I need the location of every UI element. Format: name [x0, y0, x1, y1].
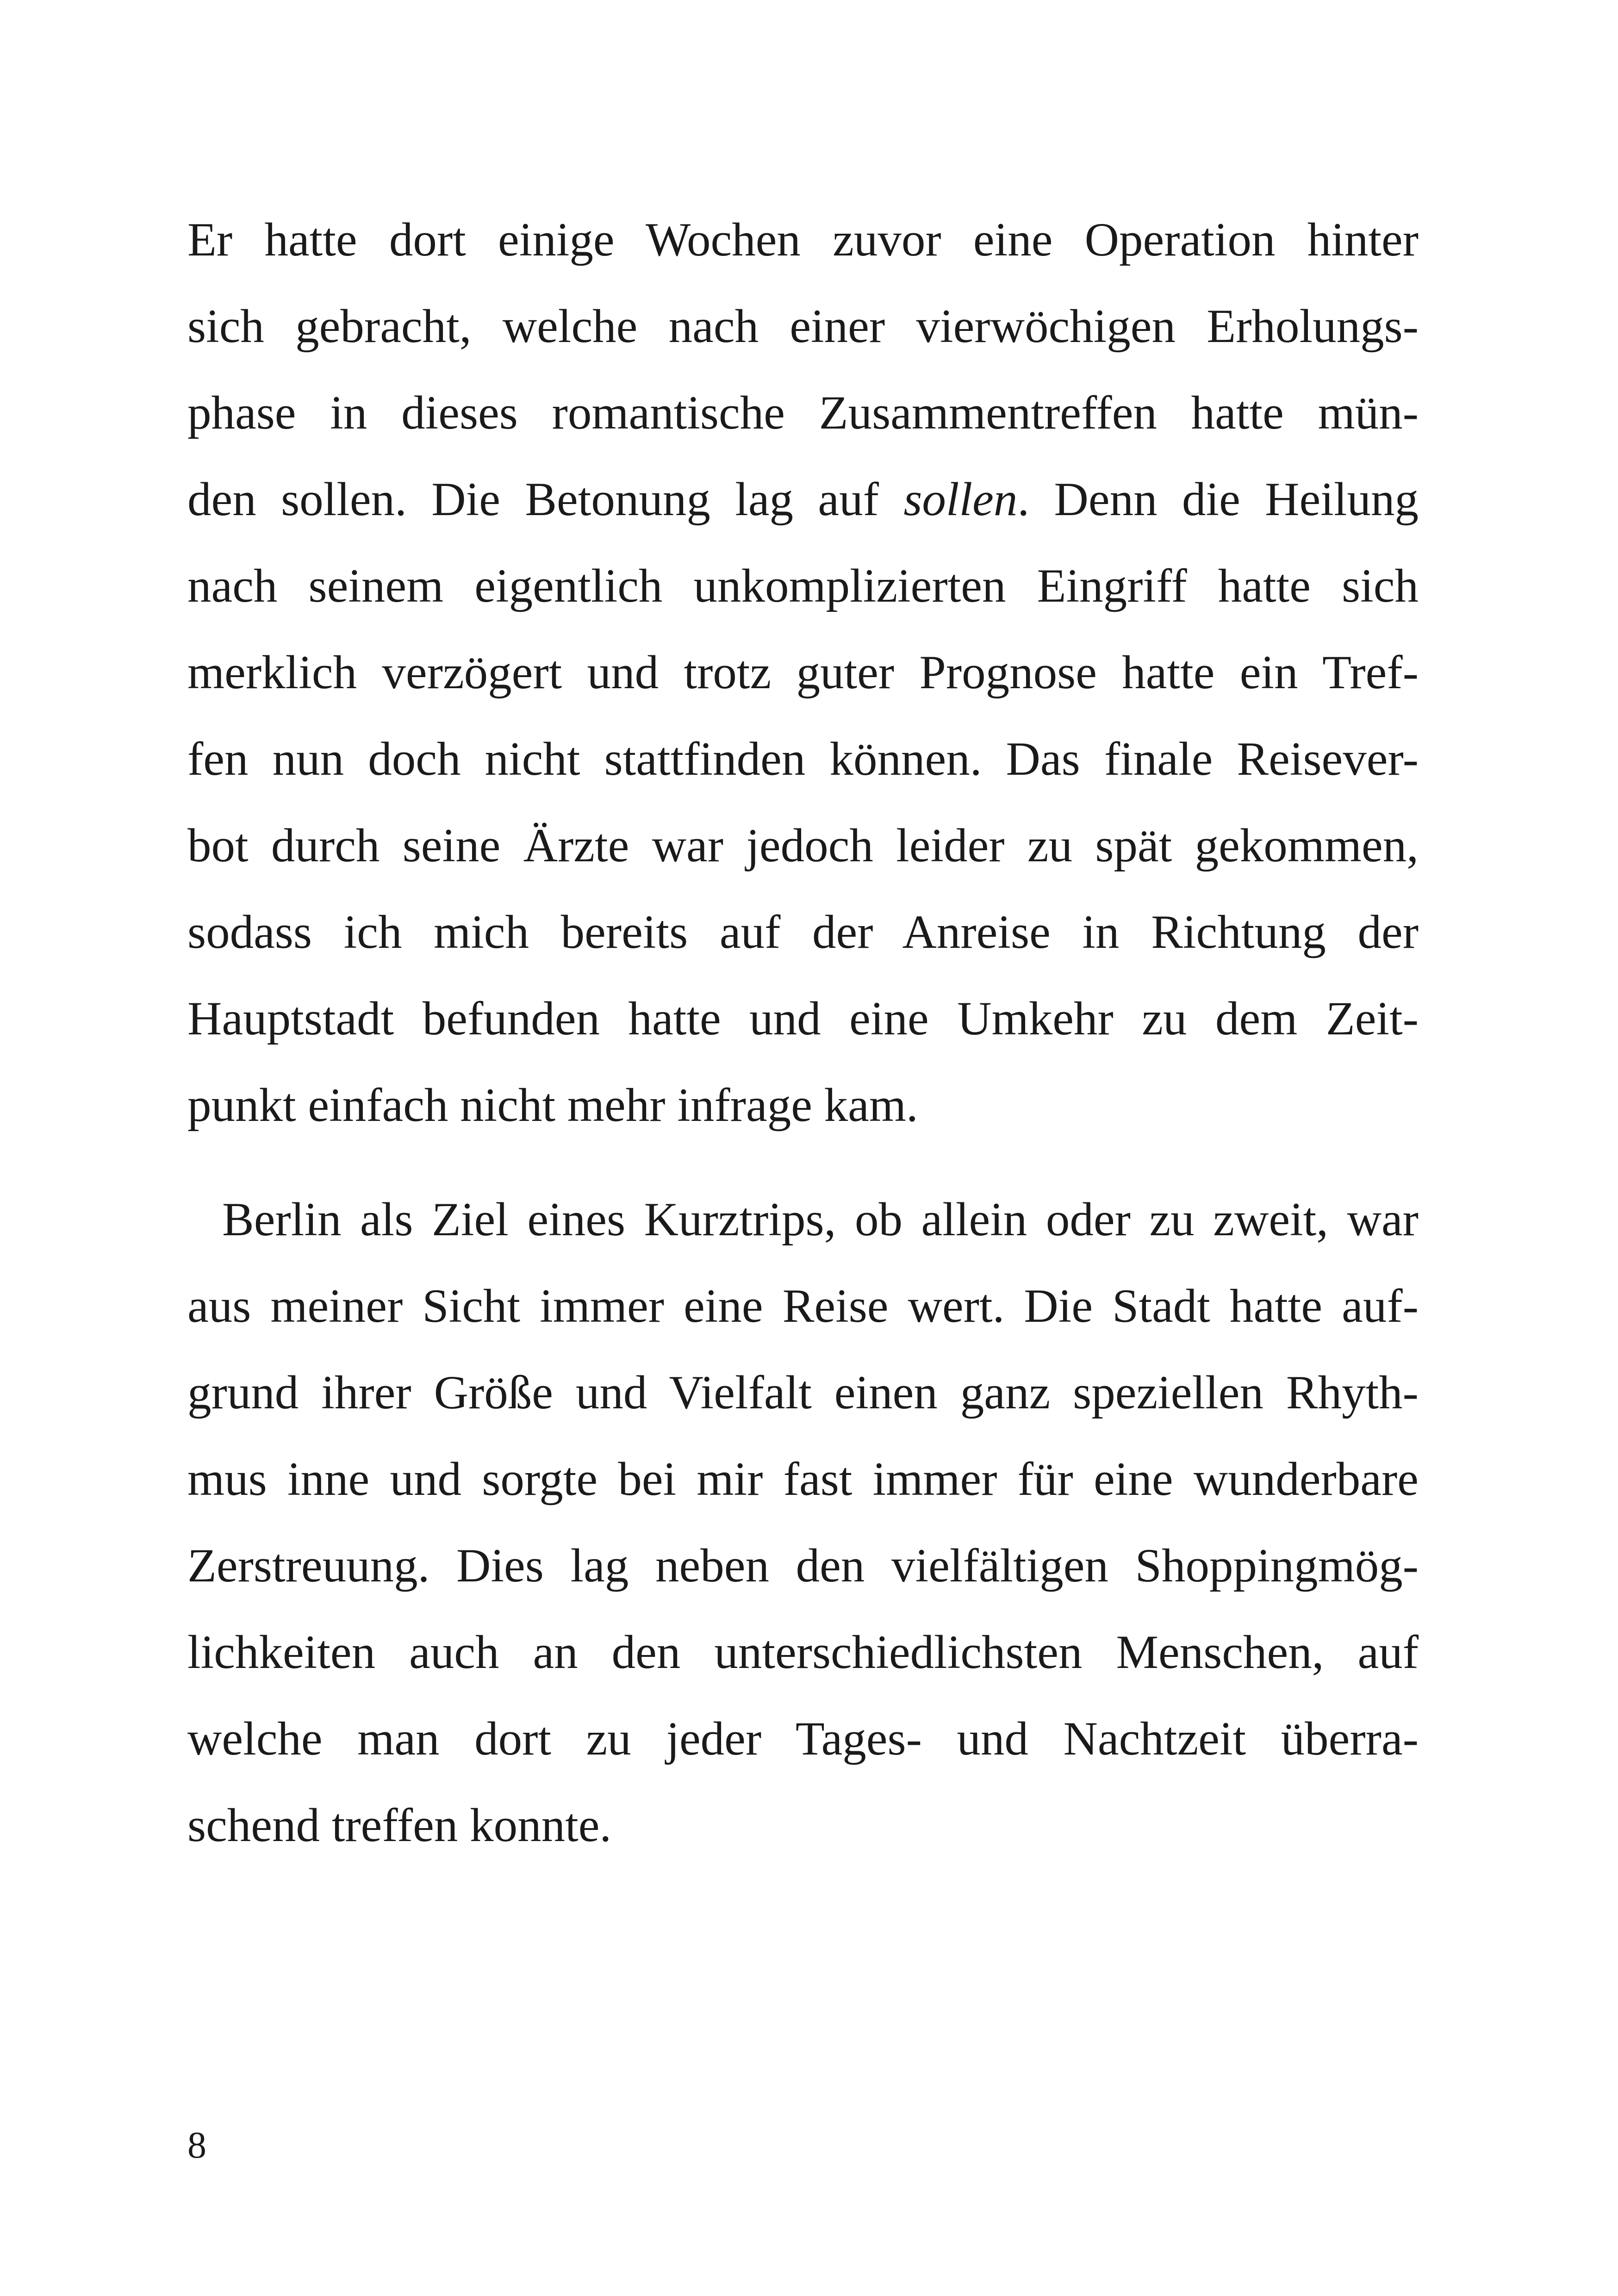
line-text-with-emphasis — [187, 456, 1419, 543]
text-line — [187, 889, 1419, 976]
line-text: Hauptstadt befunden hatte und eine Umkehr zu dem Zeit- — [187, 992, 1419, 1045]
text-line — [187, 1523, 1419, 1609]
text-line — [187, 1350, 1419, 1436]
text-line — [187, 803, 1419, 889]
text-line — [187, 1436, 1419, 1523]
line-text: punkt einfach nicht mehr infrage kam. — [187, 1079, 918, 1132]
line-text: schend treffen konnte. — [187, 1799, 612, 1852]
line-text-part: . Denn die Heilung — [1017, 473, 1419, 526]
line-text: fen nun doch nicht stattfinden können. Das finale Reisever- — [187, 733, 1419, 785]
line-text-part: den sollen. Die Betonung lag auf — [187, 473, 904, 526]
paragraph-2 — [187, 1176, 1419, 1869]
emphasized-word: sollen — [903, 473, 1018, 526]
paragraph-1 — [187, 197, 1419, 1149]
line-text: lichkeiten auch an den unterschiedlichsten Menschen, auf — [187, 1626, 1419, 1679]
text-line — [187, 1263, 1419, 1350]
line-text: welche man dort zu jeder Tages- und Nachtzeit überra- — [187, 1712, 1419, 1765]
text-line — [187, 283, 1419, 370]
line-text: bot durch seine Ärzte war jedoch leider zu spät gekommen, — [187, 819, 1419, 872]
text-line — [187, 456, 1419, 543]
text-line — [187, 1062, 1419, 1149]
line-text: merklich verzögert und trotz guter Prognose hatte ein Tref- — [187, 646, 1419, 699]
text-line — [187, 1782, 1419, 1869]
text-line — [187, 1176, 1419, 1263]
text-line — [187, 629, 1419, 716]
text-line — [187, 1609, 1419, 1696]
page-number: 8 — [187, 2124, 206, 2166]
line-text: phase in dieses romantische Zusammentreffen hatte mün- — [187, 386, 1419, 439]
text-line — [187, 197, 1419, 283]
line-text: grund ihrer Größe und Vielfalt einen ganz speziellen Rhyth- — [187, 1366, 1419, 1419]
line-text: nach seinem eigentlich unkomplizierten Eingriff hatte sich — [187, 560, 1419, 612]
line-text: Zerstreuung. Dies lag neben den vielfältigen Shoppingmög- — [187, 1539, 1419, 1592]
text-line — [187, 976, 1419, 1062]
line-text: mus inne und sorgte bei mir fast immer für eine wunderbare — [187, 1453, 1419, 1506]
line-text: sodass ich mich bereits auf der Anreise in Richtung der — [187, 906, 1419, 958]
text-line — [187, 1696, 1419, 1782]
text-line — [187, 716, 1419, 803]
line-text: sich gebracht, welche nach einer vierwöchigen Erholungs- — [187, 300, 1419, 353]
line-text: Berlin als Ziel eines Kurztrips, ob allein oder zu zweit, war — [222, 1193, 1419, 1246]
line-text: aus meiner Sicht immer eine Reise wert. Die Stadt hatte auf- — [187, 1280, 1419, 1332]
text-line — [187, 543, 1419, 629]
text-line — [187, 370, 1419, 456]
line-text: Er hatte dort einige Wochen zuvor eine Operation hinter — [187, 213, 1419, 266]
